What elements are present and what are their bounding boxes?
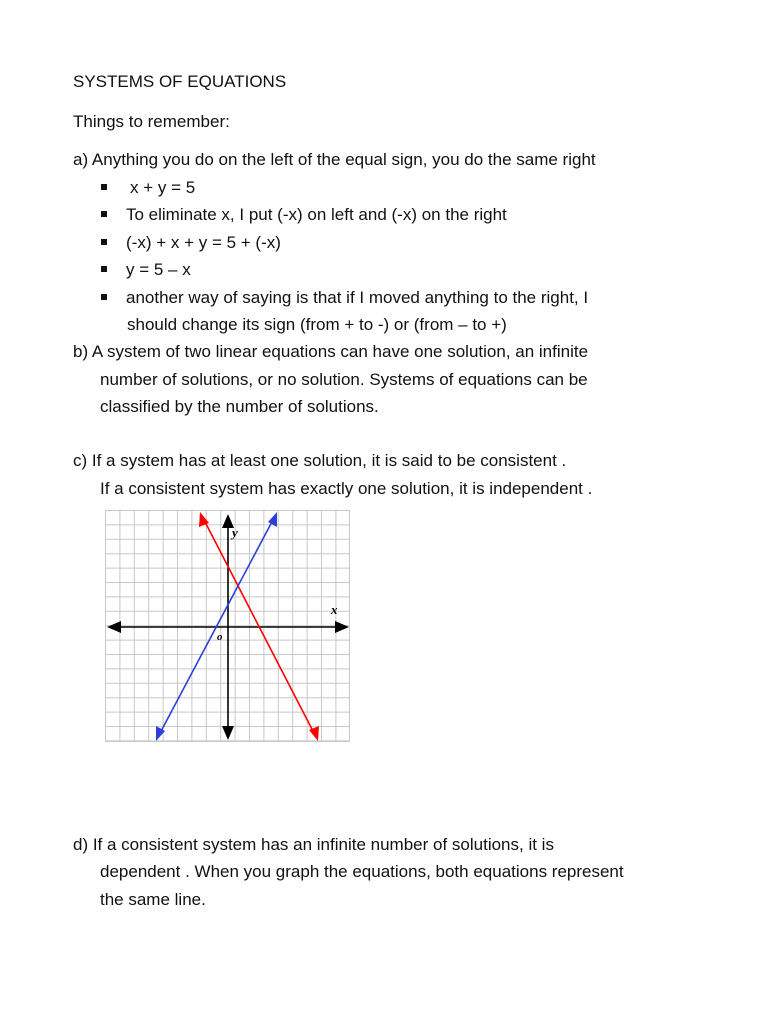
bullet-text: y = 5 – x bbox=[126, 260, 191, 279]
coordinate-graph bbox=[105, 510, 350, 742]
square-bullet-icon bbox=[101, 211, 107, 217]
bullet-item bbox=[101, 288, 588, 308]
bullet-item bbox=[101, 178, 195, 198]
section-b-line: classified by the number of solutions. bbox=[100, 397, 379, 416]
square-bullet-icon bbox=[101, 266, 107, 272]
origin-label: o bbox=[217, 631, 223, 643]
red-line-bottom-arrow-icon bbox=[309, 726, 319, 741]
section-b-line: b) A system of two linear equations can have one solution, an infinite bbox=[73, 342, 589, 361]
blue-line-bottom-arrow-icon bbox=[156, 726, 165, 741]
square-bullet-icon bbox=[101, 239, 107, 245]
bullet-text: x + y = 5 bbox=[130, 178, 196, 197]
bullet-item bbox=[101, 233, 281, 253]
intro-text: Things to remember: bbox=[73, 112, 230, 131]
bullet-item bbox=[101, 205, 507, 225]
square-bullet-icon bbox=[101, 294, 107, 300]
document-title: SYSTEMS OF EQUATIONS bbox=[73, 72, 287, 91]
section-d-line: d) If a consistent system has an infinite number of solutions, it is bbox=[73, 835, 554, 854]
x-axis-left-arrow-icon bbox=[107, 621, 121, 633]
bullet-continuation: should change its sign (from + to -) or (from – to +) bbox=[127, 315, 507, 334]
section-d-line: dependent . When you graph the equations, both equations represent bbox=[100, 862, 624, 881]
bullet-text: another way of saying is that if I moved anything to the right, I bbox=[126, 288, 589, 307]
square-bullet-icon bbox=[101, 184, 107, 190]
bullet-text: (-x) + x + y = 5 + (-x) bbox=[126, 233, 281, 252]
section-c-line: c) If a system has at least one solution, it is said to be consistent . bbox=[73, 451, 567, 470]
x-axis-right-arrow-icon bbox=[335, 621, 349, 633]
bullet-text: To eliminate x, I put (-x) on left and (-x) on the right bbox=[126, 205, 507, 224]
section-a-heading: a) Anything you do on the left of the equal sign, you do the same right bbox=[73, 150, 596, 169]
section-b-line: number of solutions, or no solution. Systems of equations can be bbox=[100, 370, 588, 389]
y-axis-down-arrow-icon bbox=[222, 726, 234, 740]
section-c-line: If a consistent system has exactly one solution, it is independent . bbox=[100, 479, 593, 498]
section-d-line: the same line. bbox=[100, 890, 206, 909]
bullet-item bbox=[101, 260, 191, 280]
y-axis-label: y bbox=[232, 525, 238, 540]
x-axis-label: x bbox=[331, 602, 338, 617]
